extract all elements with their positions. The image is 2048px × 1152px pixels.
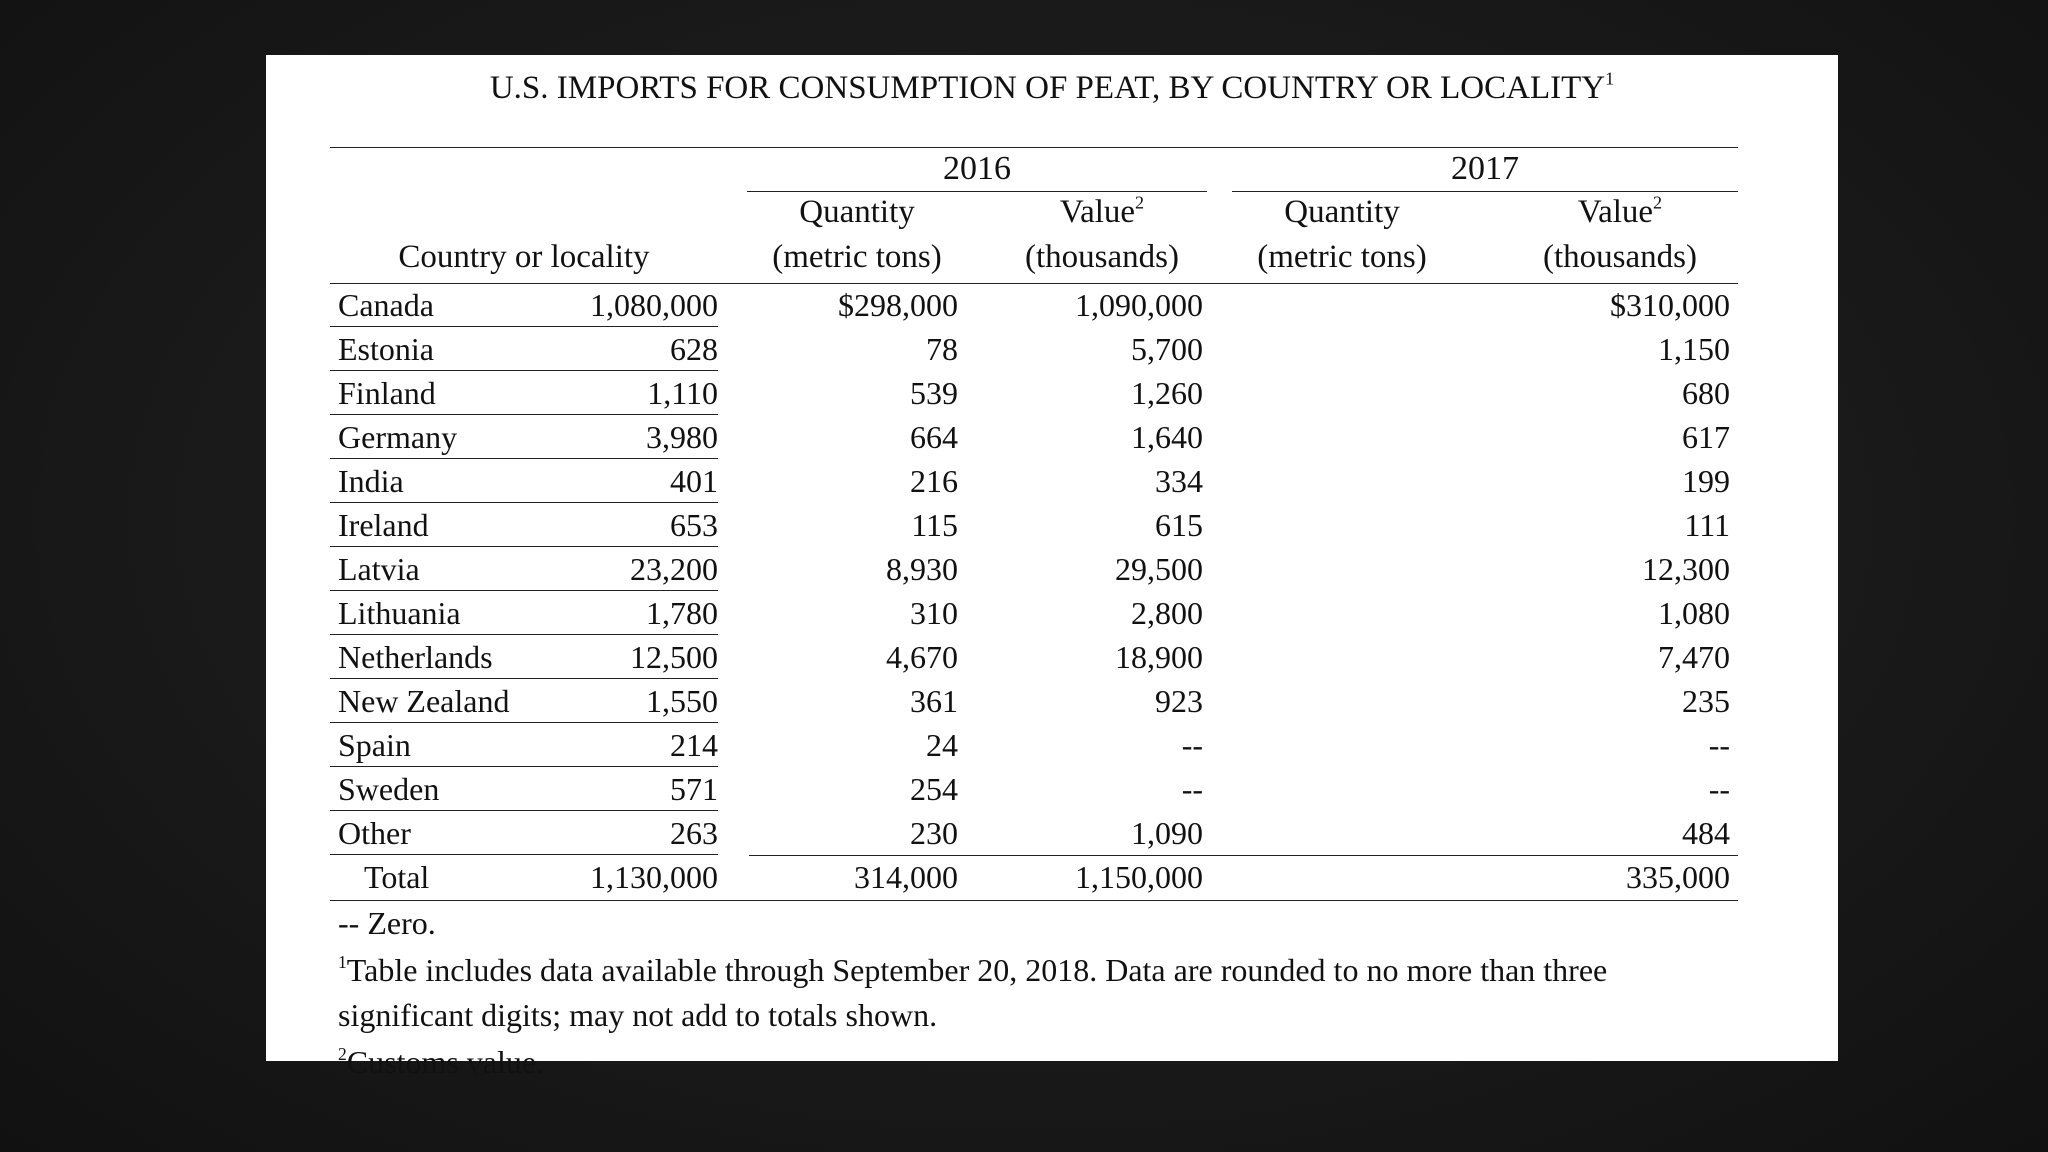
table-row (330, 635, 1738, 679)
quantity-2016: 3,980 (646, 419, 718, 455)
total-row (330, 855, 1738, 899)
quantity-2016: 1,080,000 (590, 287, 718, 323)
footnote-2-text: Customs value. (346, 1044, 545, 1080)
year-header-2017: 2017 (1451, 150, 1519, 187)
country-name: Germany (338, 419, 458, 455)
table-row (330, 459, 1738, 503)
value-2017: 199 (1682, 463, 1730, 499)
quantity-2016: 571 (670, 771, 718, 807)
value-2017: -- (1708, 771, 1730, 807)
country-name: Sweden (338, 771, 440, 807)
value-2016: 78 (926, 331, 958, 367)
header-value-2016 (1002, 190, 1202, 280)
value-2017: -- (1708, 727, 1730, 763)
country-name: Ireland (338, 507, 429, 543)
country-name: Lithuania (338, 595, 461, 631)
value-2016: 310 (910, 595, 958, 631)
country-name: Estonia (338, 331, 434, 367)
title-footnote-mark: 1 (1605, 68, 1615, 89)
quantity-2016: 628 (670, 331, 718, 367)
table-row (330, 723, 1738, 767)
total-value-2016: 314,000 (854, 859, 958, 895)
value-footnote-mark: 2 (1135, 192, 1145, 213)
value-2016: 539 (910, 375, 958, 411)
header-quantity-2016 (747, 190, 967, 280)
quantity-2017: 1,090 (1131, 815, 1203, 851)
quantity-2016: 12,500 (630, 639, 718, 675)
table-bottom-rule (330, 900, 1738, 901)
value-2017: 1,150 (1658, 331, 1730, 367)
table-title-text: U.S. IMPORTS FOR CONSUMPTION OF PEAT, BY COUNTRY OR LOCALITY (489, 70, 1606, 106)
table-row (330, 767, 1738, 811)
value-2016: 230 (910, 815, 958, 851)
value-2017: 1,080 (1658, 595, 1730, 631)
quantity-2017: -- (1181, 771, 1203, 807)
quantity-2016: 401 (670, 463, 718, 499)
quantity-2016: 263 (670, 815, 718, 851)
header-quantity-line1: Quantity (799, 194, 915, 230)
quantity-2017: 1,640 (1131, 419, 1203, 455)
value-2017: 680 (1682, 375, 1730, 411)
header-value-line1: Value$^2$ (1577, 192, 1663, 230)
total-quantity-2016: 1,130,000 (590, 859, 718, 895)
header-quantity-line2: (metric tons) (772, 239, 942, 275)
value-2017: $310,000 (1610, 287, 1730, 323)
header-quantity-line2: (metric tons) (1257, 239, 1427, 275)
value-2016: 24 (926, 727, 958, 763)
value-2016: 664 (910, 419, 958, 455)
footnote-2-mark: 2 (338, 1043, 347, 1064)
value-2017: 235 (1682, 683, 1730, 719)
country-name: India (338, 463, 404, 499)
footnote-1 (338, 948, 1607, 993)
country-name: Latvia (338, 551, 420, 587)
header-value-line2: (thousands) (1543, 239, 1697, 275)
quantity-2017: 5,700 (1131, 331, 1203, 367)
slide (266, 55, 1838, 1080)
quantity-2016: 1,110 (647, 375, 718, 411)
header-country: Country or locality (398, 239, 650, 275)
value-2017: 617 (1682, 419, 1730, 455)
value-footnote-mark: 2 (1653, 192, 1663, 213)
quantity-2016: 653 (670, 507, 718, 543)
country-name: Netherlands (338, 639, 493, 675)
quantity-2017: 615 (1155, 507, 1203, 543)
table-row (330, 371, 1738, 415)
value-2017: 12,300 (1642, 551, 1730, 587)
quantity-2017: 29,500 (1115, 551, 1203, 587)
country-name: Canada (338, 287, 434, 323)
table-row (330, 327, 1738, 371)
quantity-2017: 2,800 (1131, 595, 1203, 631)
footnote-2 (338, 1040, 544, 1085)
quantity-2017: 18,900 (1115, 639, 1203, 675)
total-label: Total (364, 859, 430, 895)
footnote-1-continued: significant digits; may not add to totals shown. (338, 997, 938, 1033)
total-quantity-2017: 1,150,000 (1075, 859, 1203, 895)
table-row (330, 415, 1738, 459)
header-value-2017 (1502, 190, 1738, 280)
year-header-2016: 2016 (943, 150, 1011, 187)
table-title (266, 63, 1838, 113)
header-quantity-2017 (1232, 190, 1452, 280)
quantity-2017: -- (1181, 727, 1203, 763)
table-row (330, 679, 1738, 723)
table-row (330, 283, 1738, 327)
quantity-2016: 1,780 (646, 595, 718, 631)
value-2017: 7,470 (1658, 639, 1730, 675)
table-row (330, 811, 1738, 855)
country-name: Spain (338, 727, 411, 763)
table-row (330, 547, 1738, 591)
value-2016: 216 (910, 463, 958, 499)
quantity-2016: 23,200 (630, 551, 718, 587)
footnote-1-mark: 1 (338, 951, 347, 972)
footnote-1-line1: Table includes data available through September 20, 2018. Data are rounded to no more than three (346, 952, 1608, 988)
value-2016: 115 (911, 507, 958, 543)
footnote-zero: -- Zero. (338, 905, 436, 941)
value-2016: 361 (910, 683, 958, 719)
table-row (330, 591, 1738, 635)
quantity-2017: 1,260 (1131, 375, 1203, 411)
quantity-2016: 1,550 (646, 683, 718, 719)
country-name: Other (338, 815, 411, 851)
value-2017: 111 (1684, 507, 1730, 543)
value-2016: $298,000 (838, 287, 958, 323)
header-value-line1: Value$^2$ (1059, 192, 1145, 230)
country-name: Finland (338, 375, 436, 411)
quantity-2017: 1,090,000 (1075, 287, 1203, 323)
value-2016: 8,930 (886, 551, 958, 587)
value-2017: 484 (1682, 815, 1730, 851)
table-row (330, 503, 1738, 547)
quantity-2016: 214 (670, 727, 718, 763)
header-quantity-line1: Quantity (1284, 194, 1400, 230)
quantity-2017: 334 (1155, 463, 1203, 499)
country-name: New Zealand (338, 683, 510, 719)
quantity-2017: 923 (1155, 683, 1203, 719)
value-2016: 4,670 (886, 639, 958, 675)
value-2016: 254 (910, 771, 958, 807)
header-value-line2: (thousands) (1025, 239, 1179, 275)
total-value-2017: 335,000 (1626, 859, 1730, 895)
